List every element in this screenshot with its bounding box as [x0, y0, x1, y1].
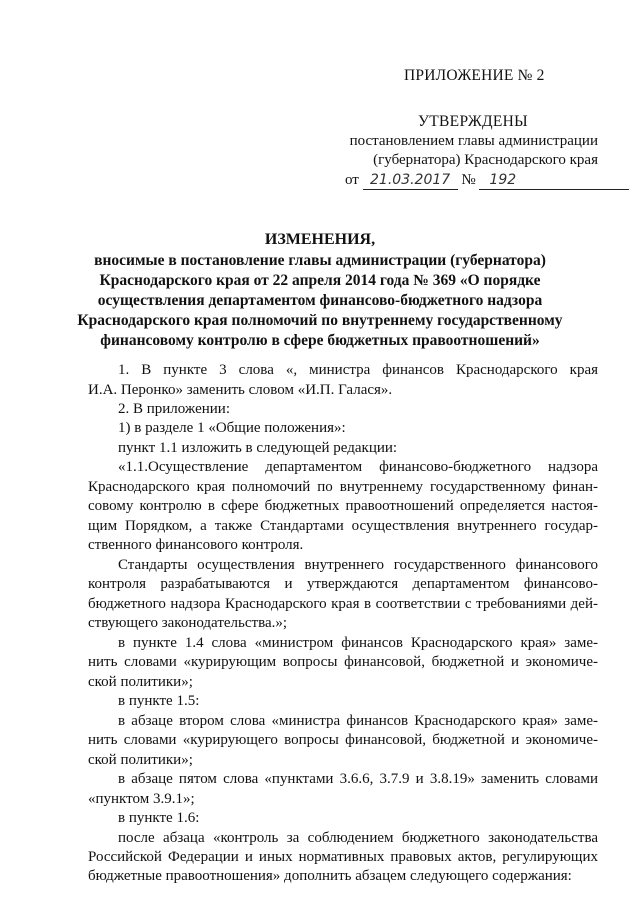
body-line-13: бюджетного надзора Краснодарского края в соответствии с требованиями дей- — [88, 596, 598, 612]
body-line-2: И.А. Перонко» заменить словом «И.П. Галася». — [88, 382, 393, 398]
title-line-4: Краснодарского края полномочий по внутреннему государственному — [77, 312, 563, 329]
handwritten-date: 21.03.2017 — [370, 172, 451, 188]
body-line-9: щим Порядком, а также Стандартами осуществления внутреннего государ- — [88, 518, 598, 534]
title-line-2: Краснодарского края от 22 апреля 2014 года № 369 «О порядке — [99, 272, 541, 289]
date-number-line — [345, 172, 629, 190]
body-line-15: в пункте 1.4 слова «министром финансов Краснодарского края» заме- — [118, 635, 598, 651]
body-line-1: 1. В пункте 3 слова «, министра финансов Краснодарского края — [118, 362, 598, 378]
approved-by-line-2: (губернатора) Краснодарского края — [373, 152, 598, 168]
title-line-5: финансовому контролю в сфере бюджетных правоотношений» — [100, 332, 540, 349]
number-field — [479, 172, 629, 190]
body-line-11: Стандарты осуществления внутреннего государственного финансового — [118, 557, 598, 573]
body-line-6: «1.1.Осуществление департаментом финансово-бюджетного надзора — [118, 459, 598, 475]
body-line-5: пункт 1.1 изложить в следующей редакции: — [118, 440, 398, 456]
body-line-26: Российской Федерации и иных нормативных правовых актов, регулирующих — [88, 849, 598, 865]
body-line-14: ствующего законодательства.»; — [88, 615, 288, 631]
approved-by-line-1: постановлением главы администрации — [349, 133, 598, 149]
approved-label: УТВЕРЖДЕНЫ — [418, 113, 528, 130]
body-line-18: в пункте 1.5: — [118, 693, 200, 709]
body-line-17: ской политики»; — [88, 674, 193, 690]
appendix-label: ПРИЛОЖЕНИЕ № 2 — [404, 67, 545, 84]
body-line-19: в абзаце втором слова «министра финансов Краснодарского края» заме- — [118, 713, 598, 729]
handwritten-number: 192 — [489, 172, 517, 188]
body-line-3: 2. В приложении: — [118, 401, 230, 417]
body-line-21: ской политики»; — [88, 752, 193, 768]
doc-heading: ИЗМЕНЕНИЯ, — [264, 231, 376, 248]
body-line-27: бюджетные правоотношения» дополнить абзацем следующего содержания: — [88, 868, 572, 884]
body-line-20: нить словами «курирующего вопросы финансовой, бюджетной и экономиче- — [88, 732, 598, 748]
number-prefix: № — [461, 172, 476, 188]
body-line-12: контроля разрабатываются и утверждаются департаментом финансово- — [88, 576, 598, 592]
body-line-8: совому контролю в сфере бюджетных правоотношений определяется настоя- — [88, 498, 598, 514]
title-line-3: осуществления департаментом финансово-бюджетного надзора — [97, 292, 543, 309]
date-prefix: от — [345, 172, 359, 188]
body-line-22: в абзаце пятом слова «пунктами 3.6.6, 3.7.9 и 3.8.19» заменить словами — [118, 771, 598, 787]
body-line-23: «пунктом 3.9.1»; — [88, 791, 195, 807]
body-line-7: Краснодарского края полномочий по внутреннему государственному финан- — [88, 479, 598, 495]
title-line-1: вносимые в постановление главы администрации (губернатора) — [94, 252, 546, 269]
body-line-16: нить словами «курирующим вопросы финансовой, бюджетной и экономиче- — [88, 654, 598, 670]
body-line-25: после абзаца «контроль за соблюдением бюджетного законодательства — [118, 830, 598, 846]
date-field — [363, 172, 458, 190]
body-line-4: 1) в разделе 1 «Общие положения»: — [118, 420, 346, 436]
body-line-10: ственного финансового контроля. — [88, 537, 304, 553]
body-line-24: в пункте 1.6: — [118, 810, 200, 826]
